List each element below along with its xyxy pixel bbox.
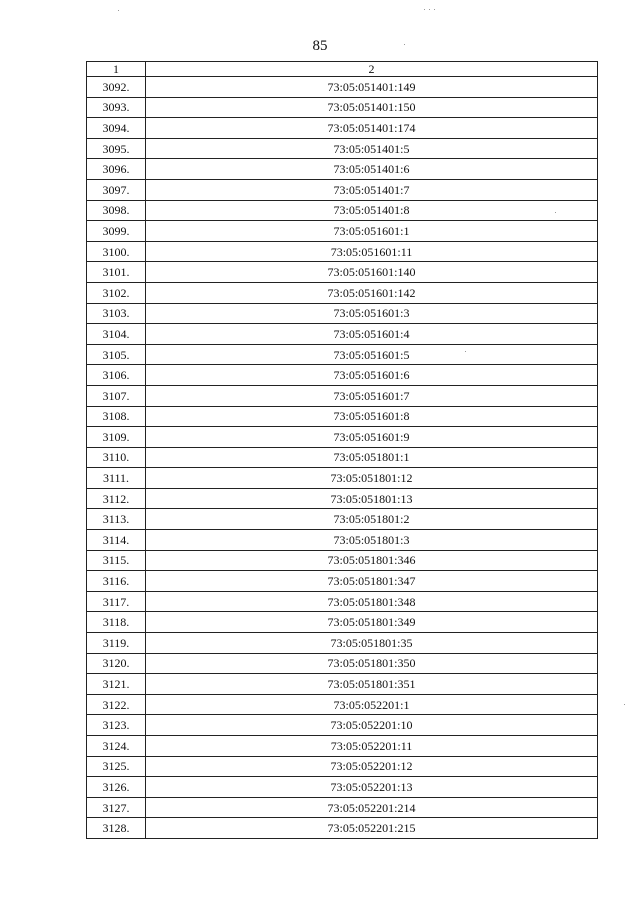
cadastral-number: 73:05:051801:351 <box>146 674 598 695</box>
table-row <box>87 200 598 221</box>
cadastral-number: 73:05:052201:13 <box>146 777 598 798</box>
row-number: 3117. <box>87 591 146 612</box>
row-number: 3115. <box>87 550 146 571</box>
row-number: 3111. <box>87 468 146 489</box>
scan-speck <box>555 212 556 213</box>
table-row <box>87 221 598 242</box>
table-row <box>87 118 598 139</box>
table-row <box>87 97 598 118</box>
cadastral-number: 73:05:051601:140 <box>146 262 598 283</box>
row-number: 3104. <box>87 324 146 345</box>
row-number: 3095. <box>87 138 146 159</box>
row-number: 3100. <box>87 241 146 262</box>
scan-speck <box>118 10 119 11</box>
cadastral-number: 73:05:051801:3 <box>146 530 598 551</box>
cadastral-table <box>86 61 598 839</box>
cadastral-number: 73:05:051401:5 <box>146 138 598 159</box>
table-row <box>87 488 598 509</box>
scan-speck <box>404 44 405 45</box>
row-number: 3102. <box>87 282 146 303</box>
cadastral-number: 73:05:051601:7 <box>146 385 598 406</box>
cadastral-number: 73:05:051801:13 <box>146 488 598 509</box>
cadastral-number: 73:05:052201:1 <box>146 694 598 715</box>
row-number: 3101. <box>87 262 146 283</box>
cadastral-number: 73:05:051401:8 <box>146 200 598 221</box>
table-row <box>87 653 598 674</box>
table-row <box>87 530 598 551</box>
row-number: 3109. <box>87 427 146 448</box>
table-row <box>87 262 598 283</box>
table-row <box>87 612 598 633</box>
table-row <box>87 324 598 345</box>
table-row <box>87 282 598 303</box>
row-number: 3113. <box>87 509 146 530</box>
table-row <box>87 715 598 736</box>
cadastral-number: 73:05:052201:11 <box>146 736 598 757</box>
cadastral-number: 73:05:052201:215 <box>146 818 598 839</box>
row-number: 3116. <box>87 571 146 592</box>
table-row <box>87 427 598 448</box>
page-number: 85 <box>312 38 328 54</box>
cadastral-number: 73:05:051401:150 <box>146 97 598 118</box>
table-row <box>87 77 598 98</box>
table-row <box>87 179 598 200</box>
cadastral-number: 73:05:051401:6 <box>146 159 598 180</box>
scan-speck <box>465 351 466 352</box>
table-row <box>87 344 598 365</box>
row-number: 3096. <box>87 159 146 180</box>
row-number: 3121. <box>87 674 146 695</box>
row-number: 3092. <box>87 77 146 98</box>
table-row <box>87 138 598 159</box>
row-number: 3097. <box>87 179 146 200</box>
table-row <box>87 756 598 777</box>
cadastral-number: 73:05:051801:35 <box>146 633 598 654</box>
row-number: 3127. <box>87 797 146 818</box>
scan-speck <box>434 9 435 10</box>
row-number: 3094. <box>87 118 146 139</box>
table-row <box>87 447 598 468</box>
row-number: 3123. <box>87 715 146 736</box>
cadastral-number: 73:05:052201:10 <box>146 715 598 736</box>
table-row <box>87 736 598 757</box>
table-row <box>87 797 598 818</box>
table-row <box>87 509 598 530</box>
table-row <box>87 385 598 406</box>
table-row <box>87 159 598 180</box>
row-number: 3110. <box>87 447 146 468</box>
table-header-row <box>87 62 598 77</box>
row-number: 3103. <box>87 303 146 324</box>
table-row <box>87 818 598 839</box>
row-number: 3107. <box>87 385 146 406</box>
cadastral-number: 73:05:052201:214 <box>146 797 598 818</box>
row-number: 3128. <box>87 818 146 839</box>
cadastral-number: 73:05:051801:347 <box>146 571 598 592</box>
cadastral-number: 73:05:051801:2 <box>146 509 598 530</box>
cadastral-number: 73:05:051801:348 <box>146 591 598 612</box>
row-number: 3114. <box>87 530 146 551</box>
row-number: 3120. <box>87 653 146 674</box>
row-number: 3125. <box>87 756 146 777</box>
table-row <box>87 777 598 798</box>
table-row <box>87 633 598 654</box>
scan-speck <box>424 9 425 10</box>
table-body <box>87 77 598 839</box>
table-row <box>87 468 598 489</box>
cadastral-number: 73:05:051801:12 <box>146 468 598 489</box>
table-row <box>87 365 598 386</box>
row-number: 3093. <box>87 97 146 118</box>
table-row <box>87 550 598 571</box>
row-number: 3106. <box>87 365 146 386</box>
row-number: 3118. <box>87 612 146 633</box>
cadastral-number: 73:05:051601:11 <box>146 241 598 262</box>
cadastral-number: 73:05:052201:12 <box>146 756 598 777</box>
table-row <box>87 241 598 262</box>
table-row <box>87 674 598 695</box>
cadastral-number: 73:05:051601:4 <box>146 324 598 345</box>
cadastral-number: 73:05:051601:3 <box>146 303 598 324</box>
scan-speck <box>429 9 430 10</box>
scan-speck <box>624 704 625 705</box>
table-row <box>87 303 598 324</box>
cadastral-number: 73:05:051401:174 <box>146 118 598 139</box>
cadastral-number: 73:05:051801:1 <box>146 447 598 468</box>
row-number: 3099. <box>87 221 146 242</box>
cadastral-number: 73:05:051801:350 <box>146 653 598 674</box>
row-number: 3126. <box>87 777 146 798</box>
row-number: 3108. <box>87 406 146 427</box>
column-header-cadastral-number: 2 <box>146 62 598 77</box>
cadastral-number: 73:05:051601:8 <box>146 406 598 427</box>
row-number: 3105. <box>87 344 146 365</box>
table-row <box>87 571 598 592</box>
table-row <box>87 406 598 427</box>
cadastral-number: 73:05:051401:7 <box>146 179 598 200</box>
cadastral-number: 73:05:051601:9 <box>146 427 598 448</box>
row-number: 3098. <box>87 200 146 221</box>
cadastral-number: 73:05:051401:149 <box>146 77 598 98</box>
column-header-number: 1 <box>87 62 146 77</box>
cadastral-number: 73:05:051601:5 <box>146 344 598 365</box>
table-row <box>87 694 598 715</box>
row-number: 3124. <box>87 736 146 757</box>
row-number: 3122. <box>87 694 146 715</box>
cadastral-number: 73:05:051801:349 <box>146 612 598 633</box>
cadastral-number: 73:05:051601:6 <box>146 365 598 386</box>
table-row <box>87 591 598 612</box>
row-number: 3112. <box>87 488 146 509</box>
cadastral-number: 73:05:051801:346 <box>146 550 598 571</box>
row-number: 3119. <box>87 633 146 654</box>
cadastral-number: 73:05:051601:142 <box>146 282 598 303</box>
cadastral-number: 73:05:051601:1 <box>146 221 598 242</box>
